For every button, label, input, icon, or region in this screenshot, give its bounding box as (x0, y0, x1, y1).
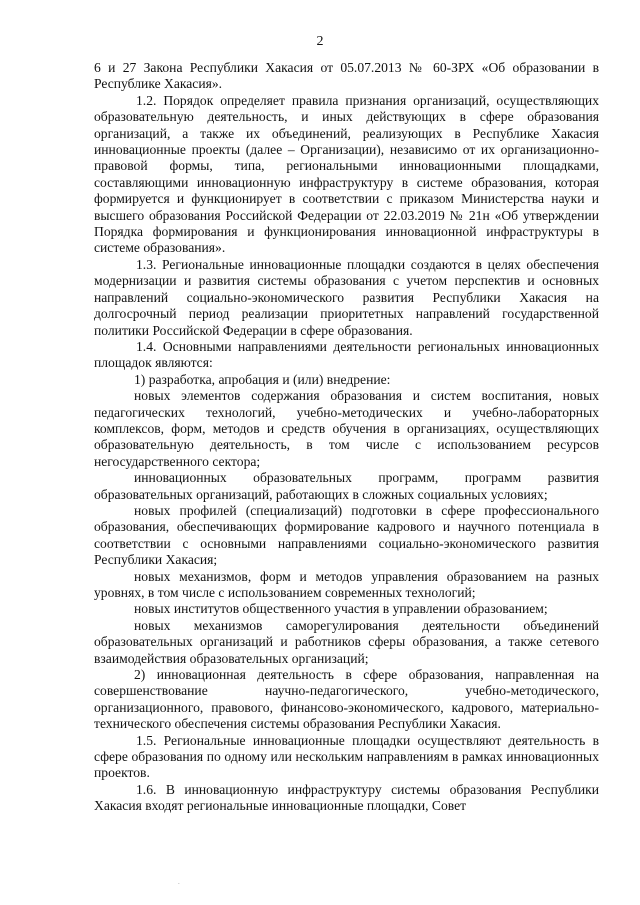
list-item-development: 1) разработка, апробация и (или) внедрение: (134, 371, 391, 387)
paragraph-1-3: 1.3. Региональные инновационные площадки создаются в целях обеспечения модернизации и развития системы образования с учетом перспектив и основных направлений социально-экономического развития Республики Хакасия на долгосрочный период реализации приоритетных направлений государственной политики Российской Федерации в сфере образования. (94, 256, 599, 338)
scan-mark: . (178, 878, 180, 886)
paragraph-1-2: 1.2. Порядок определяет правила признания организаций, осуществляющих образовательную деятельность, и иных действующих в сфере образования организаций, а также их объединений, реализующих в Республике Хакасия инновационные проекты (далее – Организации), независимо от их организационно-правовой формы, типа, региональными инновационными площадками, составляющими инновационную инфраструктуру в системе образования, которая формируется и функционирует в соответствии с приказом Министерства науки и высшего образования Российской Федерации от 22.03.2019 № 21н «Об утверждении Порядка формирования и функционирования инновационной инфраструктуры в системе образования». (94, 92, 599, 256)
paragraph-1-5: 1.5. Региональные инновационные площадки осуществляют деятельность в сфере образования по одному или нескольким направлениям в рамках инновационных проектов. (94, 732, 599, 781)
list-item-new-profiles: новых профилей (специализаций) подготовки в сфере профессионального образования, обеспечивающих формирование кадрового и научного потенциала в соответствии с основными направлениями социально-экономического развития Республики Хакасия; (94, 502, 599, 568)
list-item-innovation-activity: 2) инновационная деятельность в сфере образования, направленная на совершенствование научно-педагогического, учебно-методического, организационного, правового, финансово-экономического, кадрового, материально-технического обеспечения системы образования Республики Хакасия. (94, 667, 599, 732)
body-text (94, 60, 599, 815)
paragraph-1-6: 1.6. В инновационную инфраструктуру системы образования Республики Хакасия входят региональные инновационные площадки, Совет (94, 781, 599, 814)
paragraph-1-4: 1.4. Основными направлениями деятельности региональных инновационных площадок являются: (94, 338, 599, 371)
list-item-public-institutions: новых институтов общественного участия в управлении образованием; (134, 601, 548, 617)
page-number: 2 (316, 34, 324, 49)
list-item-innovative-programs: инновационных образовательных программ, программ развития образовательных организаций, работающих в сложных социальных условиях; (94, 470, 599, 502)
paragraph-law-reference: 6 и 27 Закона Республики Хакасия от 05.07.2013 № 60-ЗРХ «Об образовании в Республике Хакасия». (94, 60, 599, 92)
list-item-management-mechanisms: новых механизмов, форм и методов управления образованием на разных уровнях, в том числе с использованием современных технологий; (94, 568, 599, 600)
list-item-new-elements: новых элементов содержания образования и систем воспитания, новых педагогических технологий, учебно-методических и учебно-лабораторных комплексов, форм, методов и средств обучения в организациях, осуществляющих образовательную деятельность, в том числе с использованием ресурсов негосударственного сектора; (94, 388, 599, 469)
list-item-self-regulation: новых механизмов саморегулирования деятельности объединений образовательных организаций и работников сферы образования, а также сетевого взаимодействия образовательных организаций; (94, 617, 599, 666)
